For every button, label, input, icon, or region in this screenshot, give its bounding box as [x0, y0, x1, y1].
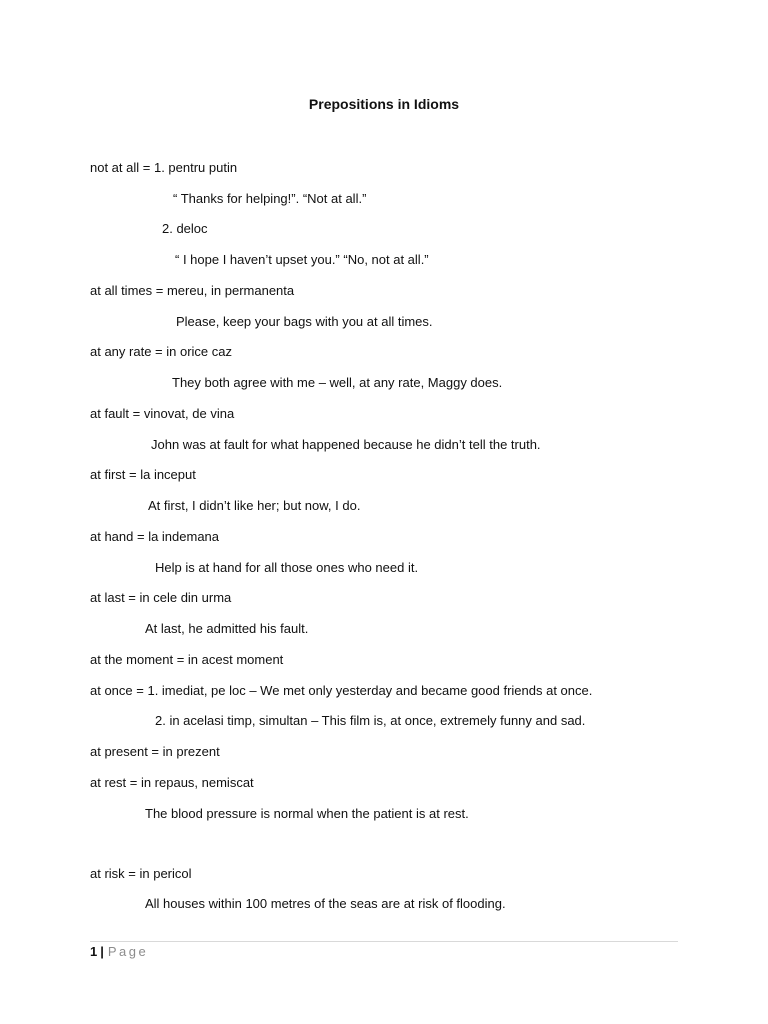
idiom-example: John was at fault for what happened because he didn’t tell the truth. — [151, 437, 541, 452]
idiom-definition: at the moment = in acest moment — [90, 652, 284, 667]
idiom-example: “ I hope I haven’t upset you.” “No, not at all.” — [175, 252, 429, 267]
idiom-example: At last, he admitted his fault. — [145, 621, 309, 636]
idiom-definition: at rest = in repaus, nemiscat — [90, 775, 254, 790]
page-number: 1 — [90, 944, 98, 959]
idiom-example: The blood pressure is normal when the patient is at rest. — [145, 806, 469, 821]
idiom-definition: at all times = mereu, in permanenta — [90, 283, 295, 298]
page-footer — [90, 944, 148, 959]
footer-divider — [90, 941, 678, 942]
idiom-example: “ Thanks for helping!”. “Not at all.” — [173, 191, 367, 206]
idiom-definition: at any rate = in orice caz — [90, 344, 232, 359]
idiom-example: They both agree with me – well, at any rate, Maggy does. — [172, 375, 503, 390]
idiom-definition: at risk = in pericol — [90, 866, 192, 881]
page-label: Page — [107, 944, 149, 959]
idiom-definition: at present = in prezent — [90, 744, 220, 759]
idiom-example: At first, I didn’t like her; but now, I do. — [148, 498, 361, 513]
idiom-definition-sense: 2. in acelasi timp, simultan – This film is, at once, extremely funny and sad. — [155, 713, 586, 728]
idiom-definition-sense: 2. deloc — [162, 221, 208, 236]
footer-separator: | — [100, 944, 104, 959]
idiom-definition: at last = in cele din urma — [90, 590, 232, 605]
idiom-example: Please, keep your bags with you at all times. — [176, 314, 433, 329]
idiom-definition: at hand = la indemana — [90, 529, 220, 544]
idiom-definition: at first = la inceput — [90, 467, 196, 482]
idiom-definition: not at all = 1. pentru putin — [90, 160, 238, 175]
page-title: Prepositions in Idioms — [308, 96, 460, 112]
idiom-example: Help is at hand for all those ones who need it. — [155, 560, 419, 575]
idiom-definition: at once = 1. imediat, pe loc – We met only yesterday and became good friends at once. — [90, 683, 593, 698]
idiom-definition: at fault = vinovat, de vina — [90, 406, 235, 421]
idiom-example: All houses within 100 metres of the seas are at risk of flooding. — [145, 896, 506, 911]
